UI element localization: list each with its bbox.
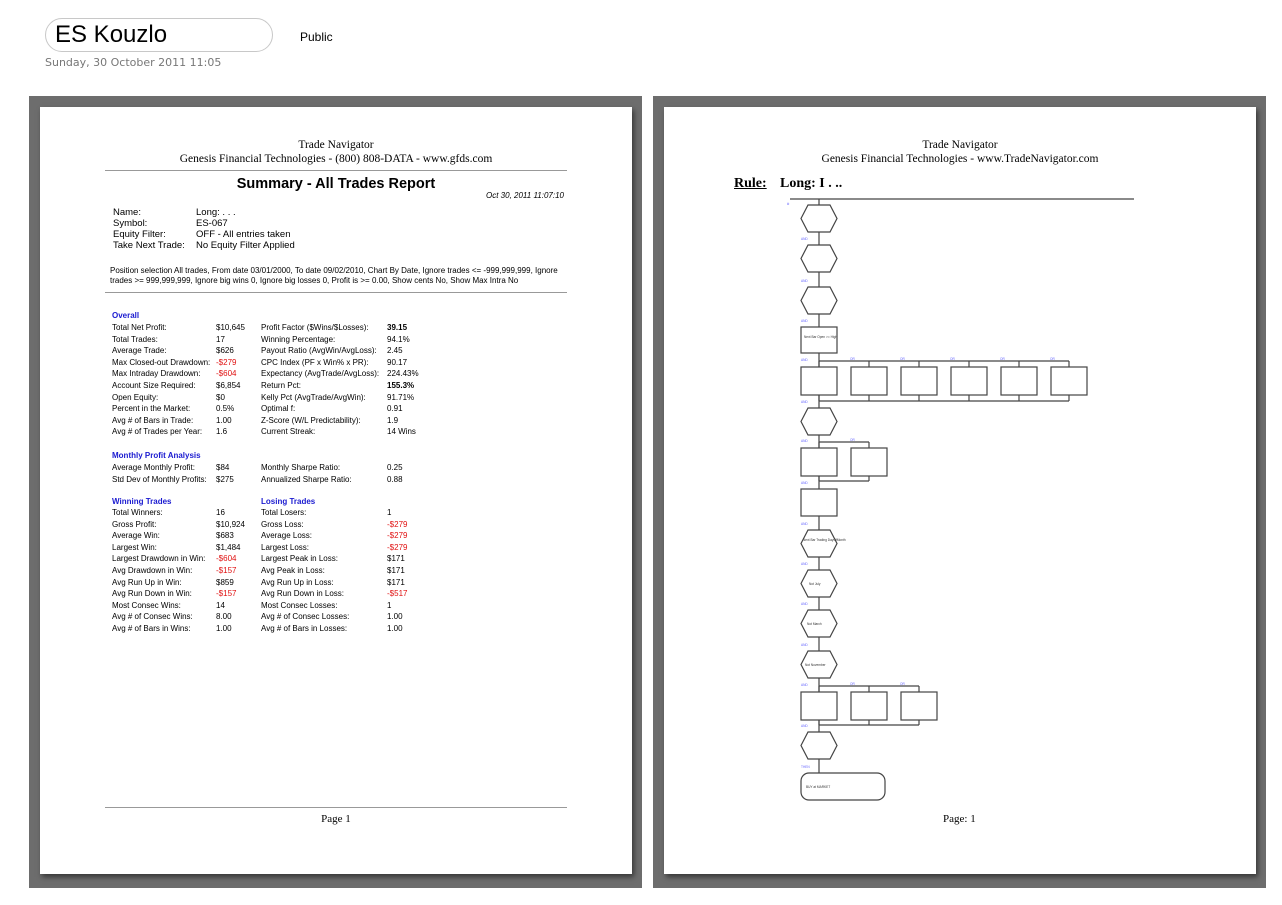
condition-box — [901, 367, 937, 395]
visibility-label[interactable]: Public — [300, 30, 333, 44]
stat-value: $859 — [216, 577, 234, 587]
then-label: THEN — [801, 765, 810, 769]
divider — [105, 170, 567, 171]
stat-value: -$157 — [216, 566, 237, 575]
condition-box — [801, 327, 837, 353]
report-title: Summary - All Trades Report — [236, 176, 436, 192]
stat-value: 17 — [216, 334, 225, 344]
stat-label: Max Intraday Drawdown: — [112, 369, 201, 379]
condition-box — [851, 692, 887, 720]
or-label: OR — [850, 682, 855, 686]
stat-label: Avg Run Up in Win: — [112, 577, 182, 587]
day-of-month-label: Next Bar Trading DayOfMonth — [803, 538, 846, 542]
report-header-company: Genesis Financial Technologies - (800) 808-DATA - www.gfds.com — [179, 153, 493, 165]
position-selection-2: trades >= 999,999,999, Ignore big wins 0, Ignore big losses 0, Profit is >= 0.00, Show cents No, Show Max Intra No — [110, 276, 519, 285]
stat-label: Most Consec Wins: — [112, 600, 181, 610]
page-number: Page: 1 — [943, 813, 976, 825]
and-label: AND — [801, 602, 808, 606]
and-label: AND — [801, 237, 808, 241]
stat-value: $10,924 — [216, 519, 245, 529]
monthly-heading: Monthly Profit Analysis — [112, 451, 201, 460]
stat-label: Average Win: — [112, 531, 160, 541]
open-high-label: Next Bar Open >= High — [804, 335, 838, 339]
condition-hexagon — [801, 530, 837, 557]
stat-label: Percent in the Market: — [112, 404, 191, 414]
or-label: OR — [900, 682, 905, 686]
stat-value: 1.6 — [216, 427, 228, 437]
rule-name: Long: I . .. — [780, 176, 843, 191]
condition-hexagon — [801, 408, 837, 435]
stat-label: Avg Run Down in Win: — [112, 589, 192, 599]
and-label: AND — [801, 481, 808, 485]
and-label: AND — [801, 358, 808, 362]
condition-box — [1001, 367, 1037, 395]
stat-label: Avg Run Up in Loss: — [261, 577, 334, 587]
position-selection-1: Position selection All trades, From date 03/01/2000, To date 09/02/2010, Chart By Date, Ignore trades <= -999,999,999, Ignore — [110, 266, 558, 275]
and-label: AND — [801, 562, 808, 566]
stat-value: 1.00 — [387, 612, 403, 622]
condition-box — [1051, 367, 1087, 395]
stat-label: Expectancy (AvgTrade/AvgLoss): — [261, 369, 380, 379]
stat-label: Avg Peak in Loss: — [261, 566, 325, 575]
stat-value: $84 — [216, 463, 230, 472]
stat-value: -$279 — [387, 542, 408, 552]
stat-value: 0.91 — [387, 404, 403, 414]
stat-label: Total Trades: — [112, 334, 158, 344]
condition-hexagon — [801, 287, 837, 314]
stat-label: Kelly Pct (AvgTrade/AvgWin): — [261, 392, 366, 402]
or-label: OR — [850, 438, 855, 442]
stat-label: Most Consec Losses: — [261, 600, 338, 610]
stat-value: $0 — [216, 392, 225, 402]
stat-value: 0.88 — [387, 474, 403, 484]
stat-label: Avg # of Bars in Wins: — [112, 624, 191, 633]
info-value: No Equity Filter Applied — [196, 240, 295, 251]
info-value: Long: . . . — [196, 207, 236, 218]
and-label: AND — [801, 439, 808, 443]
stat-label: Average Trade: — [112, 346, 167, 356]
summary-report-page — [40, 107, 632, 874]
stat-label: Optimal f: — [261, 404, 296, 414]
if-label: # — [787, 201, 790, 206]
page-number: Page 1 — [321, 813, 351, 825]
stat-label: Gross Profit: — [112, 519, 157, 529]
stat-label: Avg Drawdown in Win: — [112, 566, 193, 575]
stat-label: Avg # of Consec Wins: — [112, 612, 193, 622]
stat-value: -$157 — [216, 589, 237, 599]
or-label: OR — [1050, 357, 1055, 361]
divider — [105, 292, 567, 293]
and-label: AND — [801, 319, 808, 323]
stat-value: 2.45 — [387, 346, 403, 356]
condition-box — [851, 367, 887, 395]
stat-label: Current Streak: — [261, 427, 316, 437]
stat-label: Max Closed-out Drawdown: — [112, 357, 211, 367]
stat-value: 0.5% — [216, 404, 235, 414]
stat-value: 16 — [216, 508, 225, 517]
stat-label: Largest Loss: — [261, 542, 310, 552]
condition-box — [801, 489, 837, 516]
stat-value: 1.00 — [216, 415, 232, 425]
stat-label: Average Loss: — [261, 531, 312, 541]
stat-value: $171 — [387, 566, 405, 575]
stat-label: Largest Win: — [112, 542, 157, 552]
info-label: Equity Filter: — [113, 229, 166, 240]
or-label: OR — [850, 357, 855, 361]
condition-box — [901, 692, 937, 720]
or-label: OR — [950, 357, 955, 361]
stat-value: 1.00 — [387, 624, 403, 633]
stat-label: Open Equity: — [112, 392, 159, 402]
stat-label: Z-Score (W/L Predictability): — [261, 415, 361, 425]
divider — [105, 807, 567, 808]
and-label: AND — [801, 522, 808, 526]
stat-value: $1,484 — [216, 542, 241, 552]
note-date: Sunday, 30 October 2011 11:05 — [45, 56, 222, 69]
stat-label: Avg # of Bars in Trade: — [112, 415, 194, 425]
stat-value: $275 — [216, 474, 234, 484]
condition-hexagon — [801, 205, 837, 232]
report-header-app: Trade Navigator — [922, 139, 998, 151]
stat-value: 1 — [387, 600, 392, 610]
info-label: Symbol: — [113, 218, 148, 229]
stat-label: Winning Percentage: — [261, 334, 336, 344]
stat-value: 155.3% — [387, 381, 415, 390]
stat-label: Total Net Profit: — [112, 323, 167, 332]
stat-label: CPC Index (PF x Win% x PR): — [261, 357, 369, 367]
winning-heading: Winning Trades — [112, 497, 172, 506]
condition-hexagon — [801, 245, 837, 272]
note-title: ES Kouzlo — [55, 21, 168, 48]
stat-value: 0.25 — [387, 463, 403, 472]
losing-heading: Losing Trades — [261, 497, 316, 506]
stat-label: Account Size Required: — [112, 381, 196, 390]
info-label: Take Next Trade: — [113, 240, 185, 251]
stat-value: -$279 — [387, 531, 408, 541]
buy-at-market-label: BUY at MARKET — [806, 785, 831, 789]
stat-value: 8.00 — [216, 612, 232, 622]
info-value: OFF - All entries taken — [196, 229, 291, 240]
stat-value: 1 — [387, 508, 392, 517]
stat-label: Avg # of Trades per Year: — [112, 427, 203, 437]
info-value: ES-067 — [196, 218, 228, 229]
stat-value: 14 — [216, 600, 225, 610]
stat-value: $10,645 — [216, 323, 245, 332]
or-label: OR — [1000, 357, 1005, 361]
stat-value: 90.17 — [387, 357, 408, 367]
stat-value: -$279 — [387, 519, 408, 529]
stat-label: Profit Factor ($Wins/$Losses): — [261, 323, 369, 332]
stat-value: $6,854 — [216, 381, 241, 390]
stat-value: 94.1% — [387, 334, 410, 344]
stat-value: -$604 — [216, 554, 237, 564]
stat-value: 224.43% — [387, 369, 419, 379]
or-label: OR — [900, 357, 905, 361]
stat-value: 91.71% — [387, 392, 415, 402]
rule-flowchart-page — [664, 107, 1256, 874]
not-november-label: Not November — [805, 663, 826, 667]
stat-value: 1.9 — [387, 415, 399, 425]
stat-label: Monthly Sharpe Ratio: — [261, 463, 341, 472]
report-header-company: Genesis Financial Technologies - www.TradeNavigator.com — [821, 153, 1099, 165]
condition-box — [951, 367, 987, 395]
stat-label: Payout Ratio (AvgWin/AvgLoss): — [261, 346, 377, 356]
stat-label: Largest Drawdown in Win: — [112, 554, 206, 564]
stat-label: Largest Peak in Loss: — [261, 554, 338, 564]
stat-label: Avg # of Consec Losses: — [261, 612, 350, 622]
condition-box — [801, 692, 837, 720]
stat-value: $171 — [387, 577, 405, 587]
condition-box — [801, 448, 837, 476]
stat-value: $626 — [216, 346, 234, 356]
and-label: AND — [801, 400, 808, 404]
stat-label: Return Pct: — [261, 381, 302, 390]
stat-value: -$279 — [216, 357, 237, 367]
rule-flowchart — [664, 107, 1256, 874]
report-timestamp: Oct 30, 2011 11:07:10 — [486, 191, 564, 200]
stat-label: Total Winners: — [112, 508, 163, 517]
stat-label: Annualized Sharpe Ratio: — [261, 474, 352, 484]
stat-label: Total Losers: — [261, 508, 307, 517]
and-label: AND — [801, 643, 808, 647]
condition-box — [801, 367, 837, 395]
stat-value: $683 — [216, 531, 234, 541]
stat-value: 39.15 — [387, 323, 408, 332]
info-label: Name: — [113, 207, 141, 218]
and-label: AND — [801, 724, 808, 728]
condition-box — [851, 448, 887, 476]
stat-value: 1.00 — [216, 624, 232, 633]
and-label: AND — [801, 279, 808, 283]
report-header-app: Trade Navigator — [298, 139, 374, 151]
note-title-field[interactable] — [45, 18, 273, 52]
page2-panel — [653, 96, 1266, 888]
not-march-label: Not March — [807, 622, 822, 626]
overall-heading: Overall — [112, 311, 140, 320]
stat-value: -$604 — [216, 369, 237, 379]
not-july-label: Not July — [809, 582, 821, 586]
stat-value: -$517 — [387, 589, 408, 599]
stat-label: Average Monthly Profit: — [112, 463, 196, 472]
stat-value: $171 — [387, 554, 405, 564]
stat-label: Std Dev of Monthly Profits: — [112, 474, 207, 484]
stat-value: 14 Wins — [387, 427, 416, 437]
page1-panel — [29, 96, 642, 888]
stat-label: Gross Loss: — [261, 519, 304, 529]
stat-label: Avg Run Down in Loss: — [261, 589, 345, 599]
and-label: AND — [801, 683, 808, 687]
rule-label: Rule: — [734, 176, 767, 191]
condition-hexagon — [801, 732, 837, 759]
stat-label: Avg # of Bars in Losses: — [261, 624, 348, 633]
